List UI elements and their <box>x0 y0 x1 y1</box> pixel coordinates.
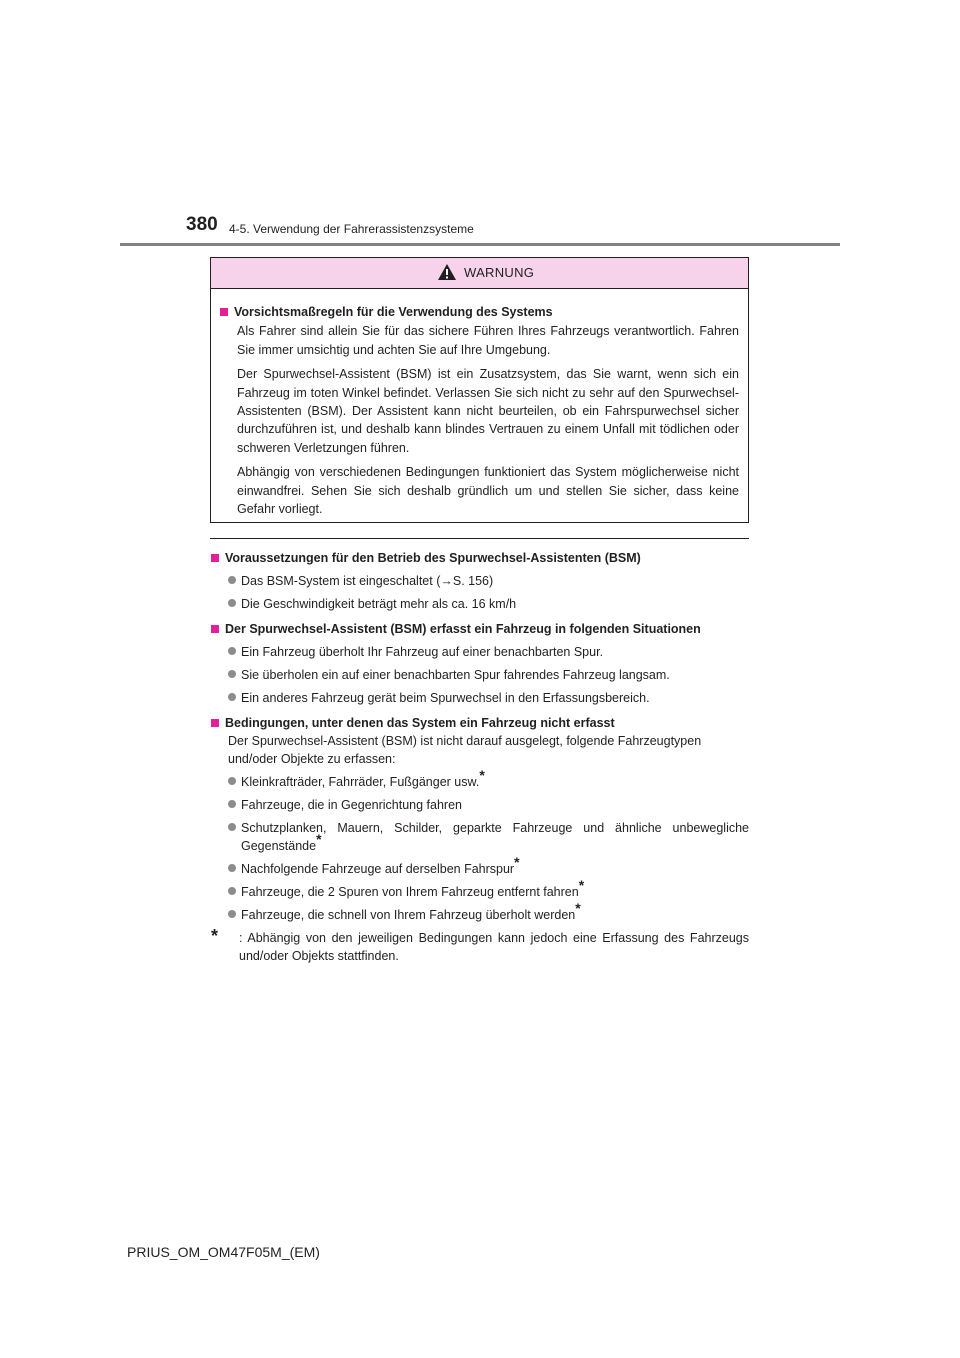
square-bullet-icon <box>220 308 228 316</box>
round-bullet-icon <box>228 576 236 584</box>
list-item <box>228 766 749 791</box>
asterisk-mark: * <box>578 876 585 893</box>
asterisk-mark: * <box>514 853 520 870</box>
header-rule <box>120 243 840 246</box>
list-item-text: Die Geschwindigkeit beträgt mehr als ca. 16 km/h <box>241 597 517 611</box>
warning-paragraph: Der Spurwechsel-Assistent (BSM) ist ein Zusatzsystem, das Sie warnt, wenn sich ein Fahrzeug im toten Winkel befindet. Verlassen Sie sich nicht zu sehr auf den Spurwechsel-Assistenten (BSM). Der Assistent kann nicht beurteilen, ob ein Fahrspurwechsel sicher durchzuführen ist, und deshalb kann blindes Vertrauen zu einem Unfall mit tödlichen oder schweren Verletzungen führen. <box>237 367 739 455</box>
footnote <box>211 926 749 965</box>
list-item-text: Fahrzeuge, die 2 Spuren von Ihrem Fahrzeug entfernt fahren* <box>241 876 585 899</box>
asterisk-mark: * <box>479 766 485 783</box>
round-bullet-icon <box>228 599 236 607</box>
list-item <box>228 796 749 814</box>
round-bullet-icon <box>228 647 236 655</box>
list-item-text: Nachfolgende Fahrzeuge auf derselben Fahrspur* <box>241 853 520 876</box>
round-bullet-icon <box>228 887 236 895</box>
list-item <box>228 899 749 924</box>
list-item-text: Fahrzeuge, die in Gegenrichtung fahren <box>241 798 462 812</box>
list-item-text: Schutzplanken, Mauern, Schilder, geparkte Fahrzeuge und ähnliche unbewegliche Gegenstände* <box>241 821 749 853</box>
round-bullet-icon <box>228 910 236 918</box>
warning-heading-text: Vorsichtsmaßregeln für die Verwendung des Systems <box>234 305 553 319</box>
list-item-text: Kleinkrafträder, Fahrräder, Fußgänger usw.* <box>241 766 485 789</box>
footnote-mark: * <box>211 926 219 946</box>
square-bullet-icon <box>211 554 219 562</box>
asterisk-mark: * <box>316 830 322 847</box>
section-divider <box>210 538 749 539</box>
list-item-text: Ein anderes Fahrzeug gerät beim Spurwechsel in den Erfassungsbereich. <box>241 691 650 705</box>
list-item <box>228 876 749 901</box>
warning-paragraph: Abhängig von verschiedenen Bedingungen funktioniert das System möglicherweise nicht einwandfrei. Sehen Sie sich deshalb gründlich um und stellen Sie sicher, dass keine Gefahr vorliegt. <box>237 465 739 517</box>
round-bullet-icon <box>228 800 236 808</box>
warning-body <box>211 289 748 518</box>
warning-triangle-icon <box>437 263 457 281</box>
list-item <box>228 643 749 661</box>
list-item <box>228 666 749 684</box>
section-heading <box>211 620 749 638</box>
warning-header <box>211 258 748 289</box>
document-code: PRIUS_OM_OM47F05M_(EM) <box>127 1244 320 1260</box>
list-item <box>228 572 749 590</box>
list-item-text: Das BSM-System ist eingeschaltet (→S. 156) <box>241 574 494 588</box>
warning-box <box>210 257 749 523</box>
list-item-text: Sie überholen ein auf einer benachbarten Spur fahrendes Fahrzeug langsam. <box>241 668 670 682</box>
section-heading-text: Der Spurwechsel-Assistent (BSM) erfasst ein Fahrzeug in folgenden Situationen <box>225 622 701 636</box>
warning-paragraph: Als Fahrer sind allein Sie für das sichere Führen Ihres Fahrzeugs verantwortlich. Fahren Sie immer umsichtig und achten Sie auf Ihre Umgebung. <box>237 324 739 357</box>
round-bullet-icon <box>228 823 236 831</box>
section-intro: Der Spurwechsel-Assistent (BSM) ist nicht darauf ausgelegt, folgende Fahrzeugtypen und/oder Objekte zu erfassen: <box>228 734 702 766</box>
round-bullet-icon <box>228 777 236 785</box>
list-item <box>228 689 749 707</box>
section-heading-text: Bedingungen, unter denen das System ein Fahrzeug nicht erfasst <box>225 716 615 730</box>
list-item <box>228 853 749 878</box>
round-bullet-icon <box>228 864 236 872</box>
square-bullet-icon <box>211 719 219 727</box>
list-item-text: Fahrzeuge, die schnell von Ihrem Fahrzeug überholt werden* <box>241 899 581 922</box>
footnote-text: : Abhängig von den jeweiligen Bedingungen kann jedoch eine Erfassung des Fahrzeugs und/oder Objekts stattfinden. <box>239 931 749 963</box>
list-item-text: Ein Fahrzeug überholt Ihr Fahrzeug auf einer benachbarten Spur. <box>241 645 604 659</box>
square-bullet-icon <box>211 625 219 633</box>
round-bullet-icon <box>228 693 236 701</box>
section-heading <box>211 714 749 732</box>
section-title: 4-5. Verwendung der Fahrerassistenzsysteme <box>229 222 474 236</box>
section-heading-text: Voraussetzungen für den Betrieb des Spurwechsel-Assistenten (BSM) <box>225 551 641 565</box>
list-item <box>228 595 749 613</box>
asterisk-mark: * <box>575 899 581 916</box>
main-content <box>211 545 749 965</box>
round-bullet-icon <box>228 670 236 678</box>
list-item <box>228 819 749 855</box>
section-heading <box>211 549 749 567</box>
page-number: 380 <box>186 214 218 235</box>
warning-heading <box>220 303 739 321</box>
warning-title: WARNUNG <box>464 265 535 280</box>
